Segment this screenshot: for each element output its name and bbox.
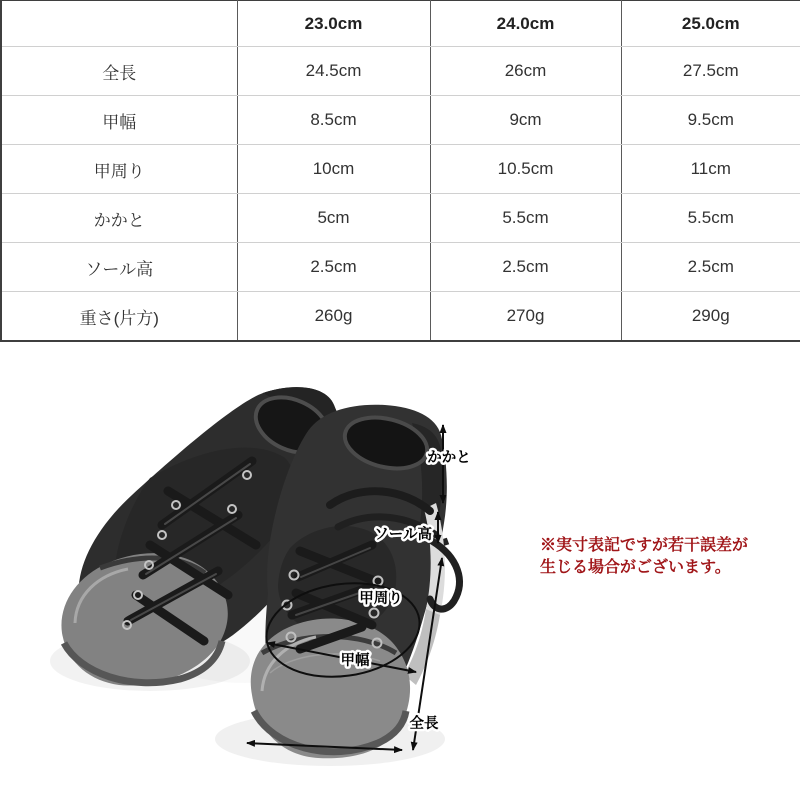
size-value-cell: 24.5cm [237,47,430,96]
instep-width-label: 甲幅 [340,653,370,669]
size-table-section [0,0,800,343]
size-value-cell: 260g [237,292,430,342]
table-row [1,145,800,194]
sole-height-label: ソール高 [374,527,432,543]
size-table [0,0,800,342]
size-value-cell: 5.5cm [621,194,800,243]
size-value-cell: 270g [430,292,621,342]
row-label: 甲幅 [1,96,237,145]
size-value-cell: 9cm [430,96,621,145]
table-row [1,47,800,96]
row-label: 全長 [1,47,237,96]
sneaker-measurement-diagram [0,343,800,800]
size-column-header: 24.0cm [430,1,621,47]
table-row [1,194,800,243]
total-length-label: 全長 [409,716,439,732]
note-line-2: 生じる場合がございます。 [540,559,731,576]
measurement-disclaimer-note [540,535,780,579]
size-value-cell: 2.5cm [237,243,430,292]
heel-label: かかと [427,450,471,466]
size-value-cell: 11cm [621,145,800,194]
size-value-cell: 5cm [237,194,430,243]
size-value-cell: 10.5cm [430,145,621,194]
size-value-cell: 8.5cm [237,96,430,145]
size-value-cell: 2.5cm [621,243,800,292]
row-label: 重さ(片方) [1,292,237,342]
size-value-cell: 9.5cm [621,96,800,145]
table-row [1,292,800,342]
size-value-cell: 5.5cm [430,194,621,243]
row-label: 甲周り [1,145,237,194]
size-value-cell: 10cm [237,145,430,194]
row-label: かかと [1,194,237,243]
row-label: ソール高 [1,243,237,292]
size-value-cell: 27.5cm [621,47,800,96]
instep-girth-label: 甲周り [359,591,403,607]
corner-cell [1,1,237,47]
size-value-cell: 2.5cm [430,243,621,292]
size-table-header-row [1,1,800,47]
size-value-cell: 26cm [430,47,621,96]
size-value-cell: 290g [621,292,800,342]
note-line-1: ※実寸表記ですが若干誤差が [540,537,749,554]
size-column-header: 25.0cm [621,1,800,47]
table-row [1,96,800,145]
size-column-header: 23.0cm [237,1,430,47]
table-row [1,243,800,292]
